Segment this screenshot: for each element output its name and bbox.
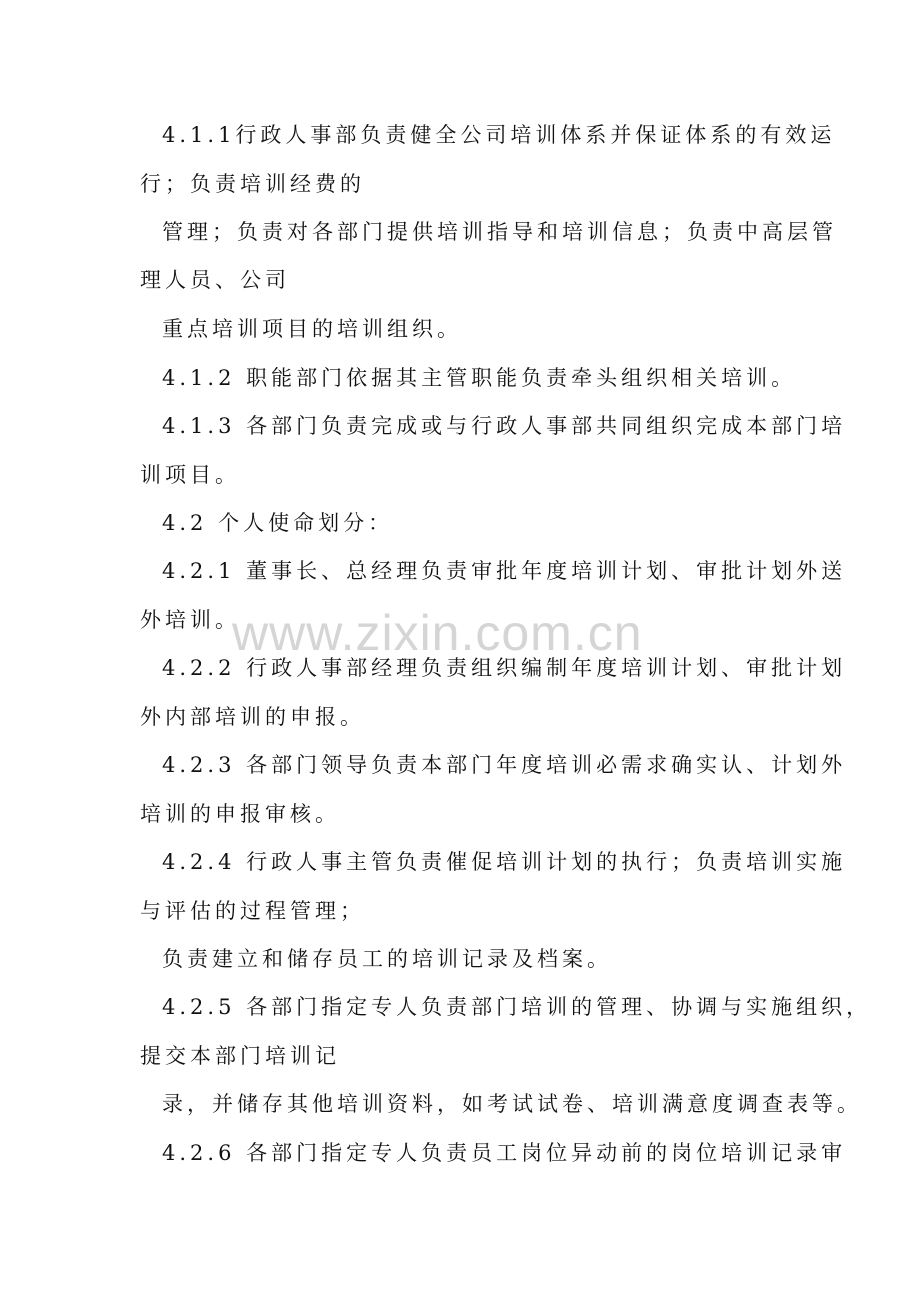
paragraph-line: 负责建立和储存员工的培训记录及档案。: [162, 947, 612, 971]
paragraph-line: 行；负责培训经费的: [140, 172, 365, 196]
paragraph-line: 提交本部门培训记: [140, 1044, 340, 1068]
paragraph-line: 培训的申报审核。: [140, 802, 340, 826]
paragraph-line: 重点培训项目的培训组织。: [162, 317, 462, 341]
paragraph-line: 4.2.4 行政人事主管负责催促培训计划的执行；负责培训实施: [162, 850, 847, 874]
paragraph-line: 训项目。: [140, 463, 240, 487]
paragraph-line: 4.2.3 各部门领导负责本部门年度培训必需求确实认、计划外: [162, 753, 847, 777]
paragraph-line: 外内部培训的申报。: [140, 705, 365, 729]
paragraph-line: 4.1.1行政人事部负责健全公司培训体系并保证体系的有效运: [162, 123, 836, 147]
paragraph-line: 外培训。: [140, 608, 240, 632]
paragraph-line: 4.2.5 各部门指定专人负责部门培训的管理、协调与实施组织，: [162, 995, 872, 1019]
paragraph-line: 理人员、公司: [140, 268, 290, 292]
paragraph-line: 4.2.1 董事长、总经理负责审批年度培训计划、审批计划外送: [162, 559, 847, 583]
paragraph-line: 4.1.3 各部门负责完成或与行政人事部共同组织完成本部门培: [162, 414, 847, 438]
paragraph-line: 4.2 个人使命划分：: [162, 511, 394, 535]
paragraph-line: 4.1.2 职能部门依据其主管职能负责牵头组织相关培训。: [162, 366, 797, 390]
watermark: www.zixin.com.cn: [232, 605, 643, 661]
paragraph-line: 4.2.6 各部门指定专人负责员工岗位异动前的岗位培训记录审: [162, 1141, 847, 1165]
paragraph-line: 管理；负责对各部门提供培训指导和培训信息；负责中高层管: [162, 220, 837, 244]
paragraph-line: 4.2.2 行政人事部经理负责组织编制年度培训计划、审批计划: [162, 656, 847, 680]
paragraph-line: 录，并储存其他培训资料，如考试试卷、培训满意度调查表等。: [162, 1092, 862, 1116]
paragraph-line: 与评估的过程管理；: [140, 899, 365, 923]
